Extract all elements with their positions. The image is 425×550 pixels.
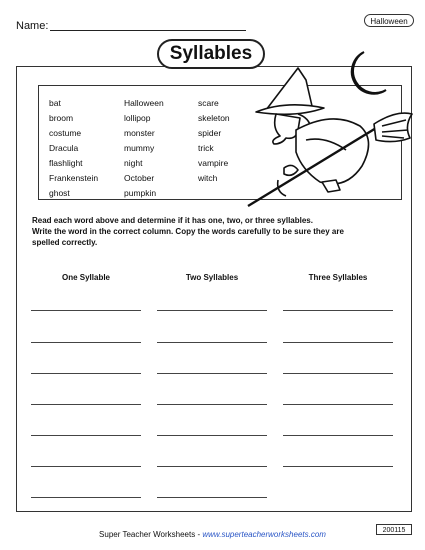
answer-line[interactable] bbox=[157, 342, 267, 343]
word-item: Dracula bbox=[49, 143, 79, 153]
footer-site-link[interactable]: www.superteacherworksheets.com bbox=[202, 530, 326, 539]
answer-line[interactable] bbox=[283, 310, 393, 311]
footer-brand: Super Teacher Worksheets - bbox=[99, 530, 203, 539]
answer-line[interactable] bbox=[31, 310, 141, 311]
page-title: Syllables bbox=[157, 39, 265, 69]
word-item: Halloween bbox=[124, 98, 164, 108]
answer-line[interactable] bbox=[31, 404, 141, 405]
answer-line[interactable] bbox=[157, 373, 267, 374]
word-item: costume bbox=[49, 128, 82, 138]
word-bank-column-2 bbox=[124, 96, 164, 201]
word-item: pumpkin bbox=[124, 188, 157, 198]
answer-line[interactable] bbox=[157, 466, 267, 467]
crescent-moon-icon bbox=[352, 52, 386, 94]
column-header-three-syllables: Three Syllables bbox=[308, 273, 368, 282]
answer-line[interactable] bbox=[283, 404, 393, 405]
word-item: ghost bbox=[49, 188, 70, 198]
word-item: witch bbox=[198, 173, 218, 183]
instruction-line: Read each word above and determine if it has one, two, or three syllables. bbox=[32, 216, 313, 225]
word-item: skeleton bbox=[198, 113, 230, 123]
answer-line[interactable] bbox=[31, 373, 141, 374]
word-item: broom bbox=[49, 113, 74, 123]
instructions bbox=[32, 215, 392, 248]
word-item: trick bbox=[198, 143, 214, 153]
answer-line[interactable] bbox=[31, 342, 141, 343]
instruction-line: spelled correctly. bbox=[32, 238, 98, 247]
footer bbox=[0, 530, 425, 539]
answer-line[interactable] bbox=[283, 435, 393, 436]
name-field[interactable] bbox=[50, 30, 246, 31]
word-item: vampire bbox=[198, 158, 229, 168]
word-item: night bbox=[124, 158, 143, 168]
word-bank-column-1 bbox=[49, 96, 98, 201]
answer-line[interactable] bbox=[283, 373, 393, 374]
witch-on-broom-icon bbox=[248, 68, 412, 206]
word-item: October bbox=[124, 173, 155, 183]
word-item: monster bbox=[124, 128, 155, 138]
answer-line[interactable] bbox=[31, 497, 141, 498]
word-item: bat bbox=[49, 98, 61, 108]
worksheet-code: 200115 bbox=[376, 524, 412, 535]
instruction-line: Write the word in the correct column. Copy the words carefully to be sure they are bbox=[32, 227, 344, 236]
name-label: Name: bbox=[16, 20, 49, 32]
word-item: lollipop bbox=[124, 113, 151, 123]
answer-line[interactable] bbox=[157, 310, 267, 311]
answer-line[interactable] bbox=[31, 435, 141, 436]
answer-line[interactable] bbox=[157, 497, 267, 498]
word-item: flashlight bbox=[49, 158, 83, 168]
witch-illustration bbox=[236, 40, 416, 210]
answer-line[interactable] bbox=[31, 466, 141, 467]
word-item: mummy bbox=[124, 143, 155, 153]
word-item: Frankenstein bbox=[49, 173, 99, 183]
word-bank-column-3 bbox=[198, 96, 230, 186]
word-item: spider bbox=[198, 128, 222, 138]
column-header-two-syllables: Two Syllables bbox=[185, 273, 239, 282]
answer-line[interactable] bbox=[157, 435, 267, 436]
word-item: scare bbox=[198, 98, 219, 108]
column-header-one-syllable: One Syllable bbox=[61, 273, 111, 282]
topic-badge: Halloween bbox=[364, 14, 414, 27]
answer-line[interactable] bbox=[283, 342, 393, 343]
answer-line[interactable] bbox=[283, 466, 393, 467]
answer-line[interactable] bbox=[157, 404, 267, 405]
